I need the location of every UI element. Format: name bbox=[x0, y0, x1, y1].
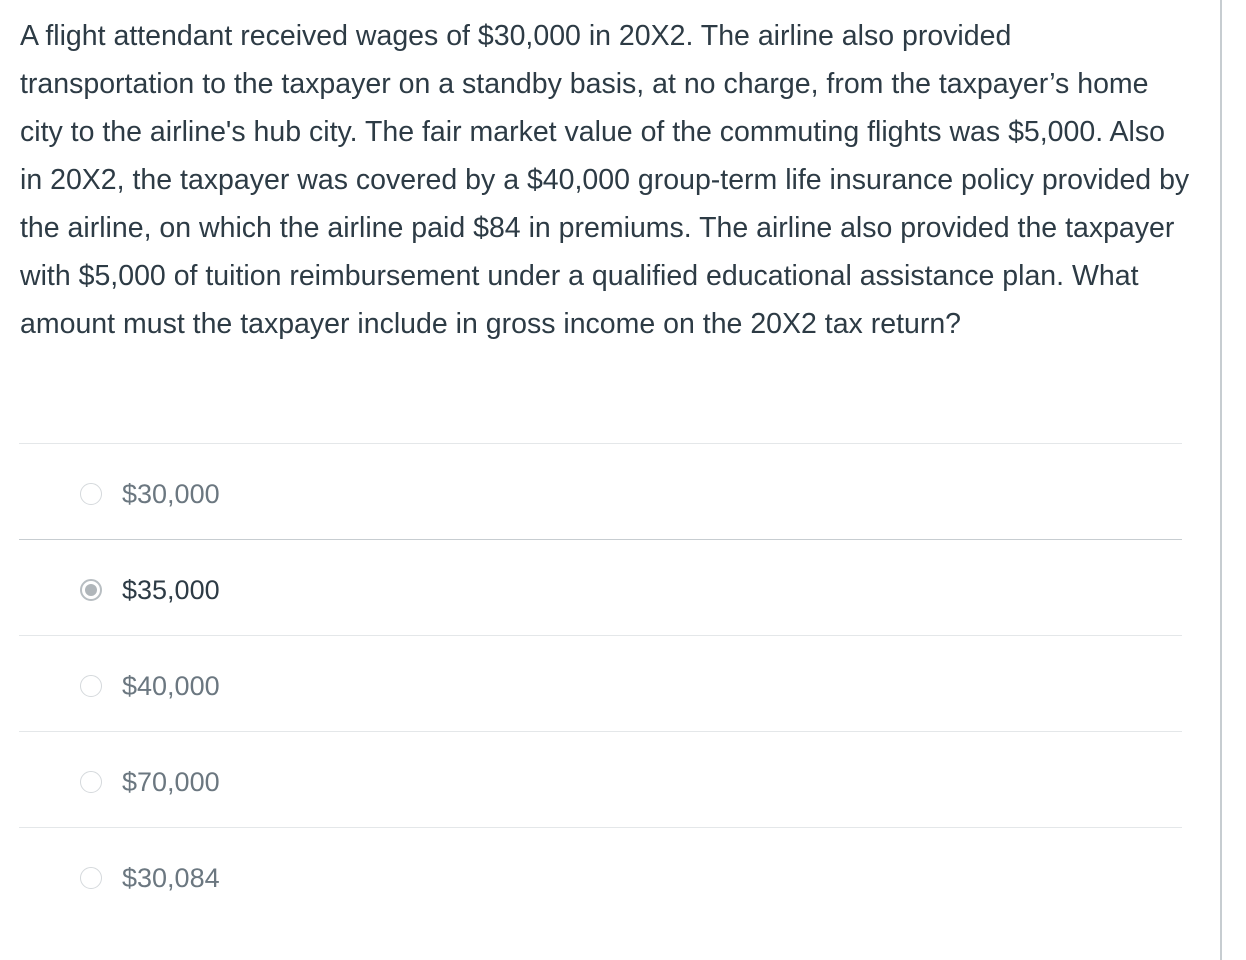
answer-option[interactable] bbox=[19, 827, 1182, 923]
answer-option[interactable] bbox=[19, 731, 1182, 827]
radio-button[interactable] bbox=[80, 771, 102, 793]
answer-option[interactable] bbox=[19, 539, 1182, 635]
answer-label[interactable]: $30,000 bbox=[122, 479, 220, 509]
radio-button[interactable] bbox=[80, 867, 102, 889]
answer-list bbox=[19, 443, 1182, 923]
answer-label[interactable]: $35,000 bbox=[122, 575, 220, 605]
radio-button[interactable] bbox=[80, 483, 102, 505]
answer-label[interactable]: $30,084 bbox=[122, 863, 220, 893]
answer-option[interactable] bbox=[19, 443, 1182, 539]
right-border bbox=[1220, 0, 1222, 960]
answer-option[interactable] bbox=[19, 635, 1182, 731]
radio-button-selected[interactable] bbox=[80, 579, 102, 601]
answer-label[interactable]: $70,000 bbox=[122, 767, 220, 797]
answer-label[interactable]: $40,000 bbox=[122, 671, 220, 701]
question-text: A flight attendant received wages of $30,000 in 20X2. The airline also provided transportation to the taxpayer on a standby basis, at no charge, from the taxpayer’s home city to the airline's hub city. The fair market value of the commuting flights was $5,000. Also in 20X2, the taxpayer was covered by a $40,000 group-term life insurance policy provided by the airline, on which the airline paid $84 in premiums. The airline also provided the taxpayer with $5,000 of tuition reimbursement under a qualified educational assistance plan. What amount must the taxpayer include in gross income on the 20X2 tax return? bbox=[20, 20, 1190, 340]
radio-button[interactable] bbox=[80, 675, 102, 697]
